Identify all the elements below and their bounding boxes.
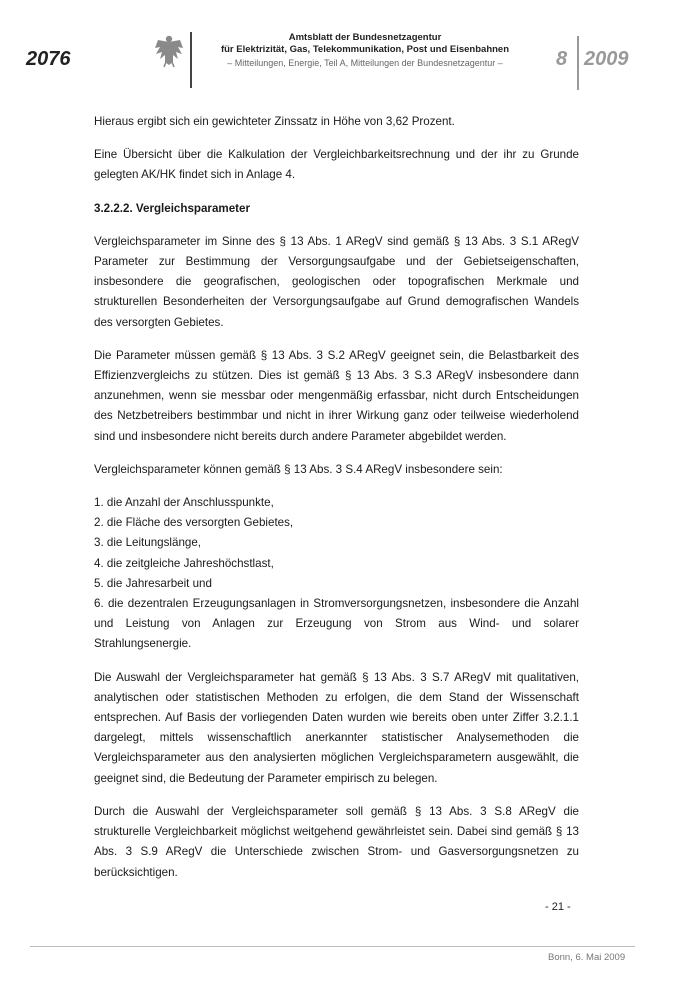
list-item: 2. die Fläche des versorgten Gebietes, [94, 516, 294, 530]
paragraph-requirements: Die Parameter müssen gemäß § 13 Abs. 3 S.2 ARegV geeignet sein, die Belastbarkeit des Effizienzvergleichs zu stützen. Dies ist gemäß § 13 Abs. 3 S.3 ARegV insbesondere dann anzunehmen, wenn sie messbar oder mengenmäßig erfassbar, nicht durch Entscheidungen des Netzbetreibers bestimmbar und nicht in ihrer Wirkung ganz oder teilweise wiederholend sind und insbesondere nicht bereits durch andere Parameter abgebildet werden. [94, 348, 579, 443]
issue-divider [577, 36, 579, 90]
parameter-list [94, 493, 579, 655]
paragraph-interest-rate: Hieraus ergibt sich ein gewichteter Zinssatz in Höhe von 3,62 Prozent. [94, 115, 455, 128]
section-heading: 3.2.2.2. Vergleichsparameter [94, 201, 250, 215]
list-item: 1. die Anzahl der Anschlusspunkte, [94, 496, 274, 510]
document-body [94, 112, 579, 896]
header-divider [190, 32, 192, 88]
list-item: 4. die zeitgleiche Jahreshöchstlast, [94, 556, 274, 570]
federal-eagle-icon [154, 34, 184, 68]
header-title [200, 32, 530, 56]
paragraph-overview: Eine Übersicht über die Kalkulation der Vergleichbarkeitsrechnung und der ihr zu Grunde gelegten AK/HK findet sich in Anlage 4. [94, 148, 579, 182]
paragraph-definition: Vergleichsparameter im Sinne des § 13 Abs. 1 ARegV sind gemäß § 13 Abs. 3 S.1 ARegV Parameter zur Bestimmung der Versorgungsaufgabe und der Gebietseigenschaften, insbesondere die geografischen, geologischen oder topografischen Merkmale und strukturellen Besonderheiten der Versorgungsaufgabe auf Grund demografischen Wandels des versorgten Gebietes. [94, 234, 579, 329]
page-number: 2076 [26, 48, 71, 70]
footer-divider [30, 946, 635, 947]
header-subtitle: – Mitteilungen, Energie, Teil A, Mitteilungen der Bundesnetzagentur – [227, 58, 503, 68]
paragraph-selection-methods: Die Auswahl der Vergleichsparameter hat gemäß § 13 Abs. 3 S.7 ARegV mit qualitativen, analytischen oder statistischen Methoden zu erfolgen, die dem Stand der Wissenschaft entsprechen. Auf Basis der vorliegenden Daten wurden wie bereits oben unter Ziffer 3.2.1.1 dargelegt, mittels wissenschaftlich anerkannter statistischer Analysemethoden die Vergleichsparameter aus den analysierten möglichen Vergleichsparametern ausgewählt, die geeignet sind, die Bedeutung der Parameter empirisch zu belegen. [94, 670, 579, 785]
list-item: 5. die Jahresarbeit und [94, 576, 212, 590]
paragraph-comparability: Durch die Auswahl der Vergleichsparameter soll gemäß § 13 Abs. 3 S.8 ARegV die strukturelle Vergleichbarkeit möglichst weitgehend gewährleistet sein. Dabei sind gemäß § 13 Abs. 3 S.9 ARegV die Unterschiede zwischen Strom- und Gasversorgungsnetzen zu berücksichtigen. [94, 804, 579, 879]
footer-page-number: - 21 - [545, 901, 571, 913]
list-item: 3. die Leitungslänge, [94, 536, 202, 550]
list-item: 6. die dezentralen Erzeugungsanlagen in Stromversorgungsnetzen, insbesondere die Anzahl und Leistung von Anlagen zur Erzeugung von Strom aus Wind- und solarer Strahlungsenergie. [94, 597, 579, 651]
issue-year: 2009 [584, 48, 629, 70]
header-title-line1: Amtsblatt der Bundesnetzagentur [288, 32, 442, 43]
issue-number: 8 [556, 48, 568, 70]
paragraph-list-intro: Vergleichsparameter können gemäß § 13 Abs. 3 S.4 ARegV insbesondere sein: [94, 462, 503, 476]
header-title-line2: für Elektrizität, Gas, Telekommunikation, Post und Eisenbahnen [220, 44, 510, 55]
footer-date: Bonn, 6. Mai 2009 [548, 952, 626, 963]
